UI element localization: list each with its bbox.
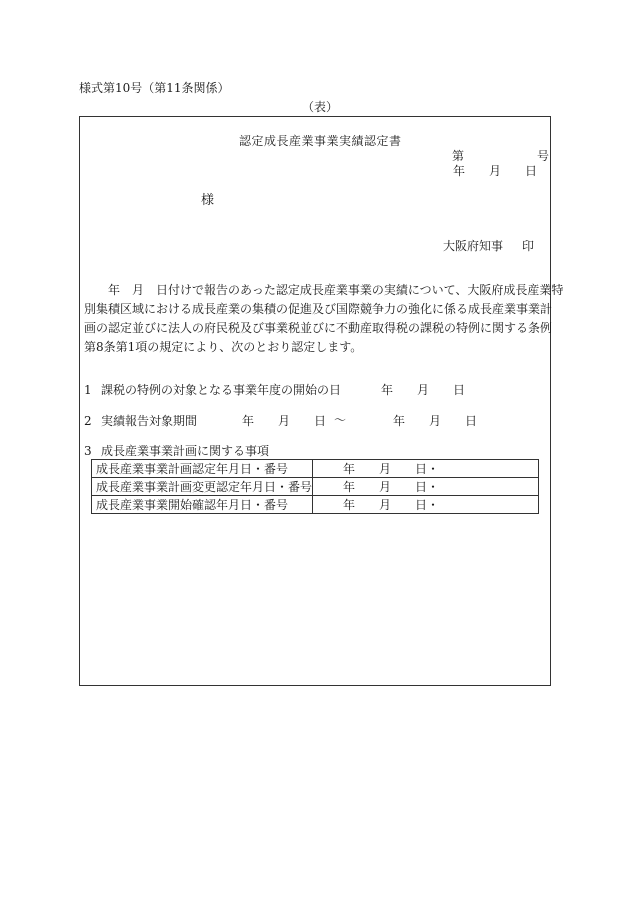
document-title: 認定成長産業事業実績認定書 bbox=[239, 134, 402, 148]
certificate-frame bbox=[79, 116, 564, 686]
body-line: 別集積区域における成長産業の集積の促進及び国際競争力の強化に係る成長産業事業計 bbox=[84, 302, 553, 316]
table-row bbox=[92, 478, 539, 496]
row-label: 成長産業事業計画認定年月日・番号 bbox=[92, 460, 313, 478]
item-2-text: 実績報告対象期間 bbox=[101, 414, 198, 428]
certification-body bbox=[84, 281, 564, 357]
recipient-honorific: 様 bbox=[201, 193, 215, 208]
body-line: 年 月 日付けで報告のあった認定成長産業事業の実績について、大阪府成長産業特 bbox=[84, 283, 564, 297]
row-month: 月 bbox=[379, 479, 392, 494]
number-suffix: 号 bbox=[537, 149, 550, 163]
row-year: 年 bbox=[343, 461, 356, 476]
issue-date-month: 月 bbox=[489, 164, 502, 178]
number-prefix: 第 bbox=[452, 149, 465, 163]
row-day-number: 日・ bbox=[415, 497, 440, 512]
row-day-number: 日・ bbox=[415, 479, 440, 494]
table-row bbox=[92, 496, 539, 514]
issuer-name: 大阪府知事 bbox=[443, 239, 504, 253]
item-1-month: 月 bbox=[417, 383, 430, 397]
body-line: 第8条第1項の規定により、次のとおり認定します。 bbox=[84, 340, 363, 354]
item-1-day: 日 bbox=[453, 383, 466, 397]
row-label: 成長産業事業計画変更認定年月日・番号 bbox=[92, 478, 313, 496]
item-1-text: 課税の特例の対象となる事業年度の開始の日 bbox=[101, 383, 342, 397]
issue-date-year: 年 bbox=[453, 164, 466, 178]
row-month: 月 bbox=[379, 461, 392, 476]
item-3-number: 3 bbox=[84, 444, 92, 458]
plan-details-table bbox=[91, 459, 539, 514]
row-year: 年 bbox=[343, 479, 356, 494]
row-year: 年 bbox=[343, 497, 356, 512]
row-month: 月 bbox=[379, 497, 392, 512]
item-3-text: 成長産業事業計画に関する事項 bbox=[101, 444, 270, 458]
item-2-to-month: 月 bbox=[429, 414, 442, 428]
item-1-year: 年 bbox=[381, 383, 394, 397]
row-label: 成長産業事業開始確認年月日・番号 bbox=[92, 496, 313, 514]
table-row bbox=[92, 460, 539, 478]
item-1-number: 1 bbox=[84, 383, 92, 397]
row-date-number bbox=[313, 478, 539, 496]
item-2-from-day: 日 bbox=[314, 414, 327, 428]
row-day-number: 日・ bbox=[415, 461, 440, 476]
item-2-from-year: 年 bbox=[242, 414, 255, 428]
row-date-number bbox=[313, 496, 539, 514]
item-2-number: 2 bbox=[84, 414, 92, 428]
item-2-to-year: 年 bbox=[393, 414, 406, 428]
row-date-number bbox=[313, 460, 539, 478]
item-2-from-month: 月 bbox=[278, 414, 291, 428]
front-side-label: （表） bbox=[302, 100, 339, 114]
seal-mark: 印 bbox=[522, 239, 535, 253]
item-2-separator: ～ bbox=[334, 413, 347, 427]
body-line: 画の認定並びに法人の府民税及び事業税並びに不動産取得税の課税の特例に関する条例 bbox=[84, 321, 553, 335]
item-2-to-day: 日 bbox=[465, 414, 478, 428]
form-number-label: 様式第10号（第11条関係） bbox=[79, 81, 230, 95]
issue-date-day: 日 bbox=[525, 164, 538, 178]
